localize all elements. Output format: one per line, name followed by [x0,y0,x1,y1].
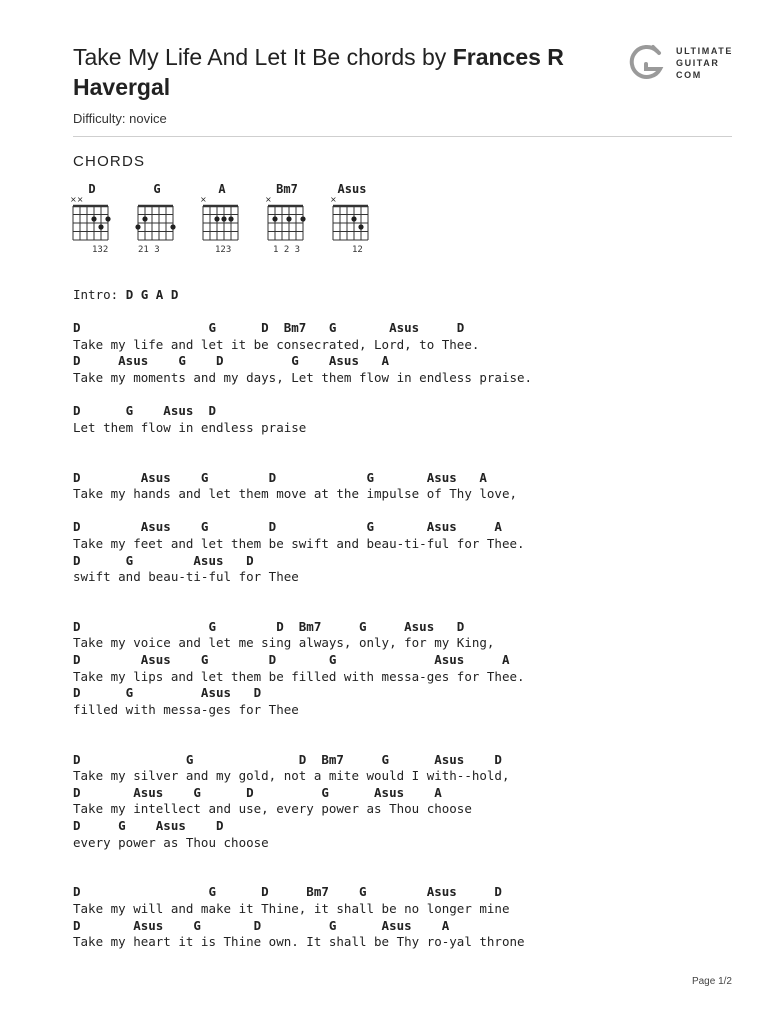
chord-grid-icon [263,196,311,244]
chord-line: D G D Bm7 G Asus D [73,884,502,900]
blank-line [73,503,532,520]
chord-line: D G D Bm7 G Asus D [73,320,465,336]
chord-line: D Asus G D G Asus A [73,469,487,485]
logo-text-line1: ULTIMATE [676,46,733,56]
finger-numbers: 123 [215,245,232,255]
chord-name: A [218,182,226,196]
chord-line: D Asus G D G Asus A [73,353,390,369]
chord-diagram-a [198,182,246,260]
chord-line: D G Asus D [73,818,224,833]
finger-numbers: 1 2 3 [273,245,301,255]
chord-line: D G Asus D [73,685,262,701]
chord-line: D G Asus D [73,552,254,568]
intro-line [73,287,532,304]
muted-marks: × [265,196,272,204]
finger-numbers: 132 [92,245,109,255]
blank-line [73,735,532,752]
chord-name: D [88,182,96,196]
blank-line [73,586,532,603]
chord-grid-icon [198,196,246,244]
muted-marks: ×× [70,196,84,204]
blank-line [73,718,532,735]
blank-line [73,436,532,453]
blank-line [73,868,532,885]
chord-name: Bm7 [276,182,298,196]
blank-line [73,304,532,321]
logo-text-line3: COM [676,70,702,80]
muted-marks: × [200,196,207,204]
chord-line: D G Asus D [73,403,216,419]
page-number: Page 1/2 [691,976,732,987]
ug-logo-icon [626,43,666,83]
chord-line: D G D Bm7 G Asus D [73,618,465,634]
lyric-line: Take my life and let it be consecrated, Lord, to Thee. [73,336,480,352]
chord-diagram-g [133,182,181,260]
lyric-line: Take my moments and my days, Let them flow in endless praise. [73,369,533,385]
lyric-line: Take my voice and let me sing always, only, for my King, [73,635,495,651]
chords-heading: CHORDS [73,153,146,170]
intro-chords: D G A D [125,287,179,302]
muted-marks: × [330,196,337,204]
chord-diagram-asus [328,182,376,260]
chord-name: G [153,182,161,196]
chord-line: D Asus G D G Asus A [73,652,510,668]
song-title: Take My Life And Let It Be chords by [73,44,453,70]
lyric-line: Take my feet and let them be swift and beau-ti-ful for Thee. [73,535,525,551]
lyric-line: Take my intellect and use, every power as Thou choose [73,801,472,817]
lyric-line: Take my lips and let them be filled with messa-ges for Thee. [73,668,525,684]
artist-name: Frances R Havergal [73,44,564,100]
chord-grid-icon [328,196,376,244]
lyric-line: filled with messa-ges for Thee [73,701,299,717]
blank-line [73,387,532,404]
lyric-line: Let them flow in endless praise [73,419,307,435]
chord-line: D Asus G D G Asus A [73,784,442,800]
blank-line [73,851,532,868]
lyric-line: Take my hands and let them move at the impulse of Thy love, [73,486,518,502]
chord-grid-icon [133,196,181,244]
finger-numbers: 12 [352,245,363,255]
intro-label: Intro: [73,287,126,302]
finger-numbers: 21 3 [138,245,160,255]
lyric-line: swift and beau-ti-ful for Thee [73,569,299,585]
chord-diagram-bm7 [263,182,311,260]
chord-name: Asus [337,182,367,196]
ultimate-guitar-logo [626,42,736,84]
lyric-line: Take my heart it is Thine own. It shall be Thy ro-yal throne [73,934,525,950]
song-body [73,287,532,951]
lyric-line: Take my will and make it Thine, it shall be no longer mine [73,900,510,916]
chord-grid-icon [68,196,116,244]
lyric-line: every power as Thou choose [73,834,269,850]
page-title [73,42,613,102]
chord-line: D Asus G D G Asus A [73,917,450,933]
chord-line: D Asus G D G Asus A [73,519,502,535]
blank-line [73,602,532,619]
chord-diagram-d [68,182,116,260]
blank-line [73,453,532,470]
header-divider [73,136,732,137]
difficulty-label: Difficulty: novice [73,111,167,126]
chord-line: D G D Bm7 G Asus D [73,751,502,767]
logo-text-line2: GUITAR [676,58,720,68]
lyric-line: Take my silver and my gold, not a mite would I with--hold, [73,768,510,784]
